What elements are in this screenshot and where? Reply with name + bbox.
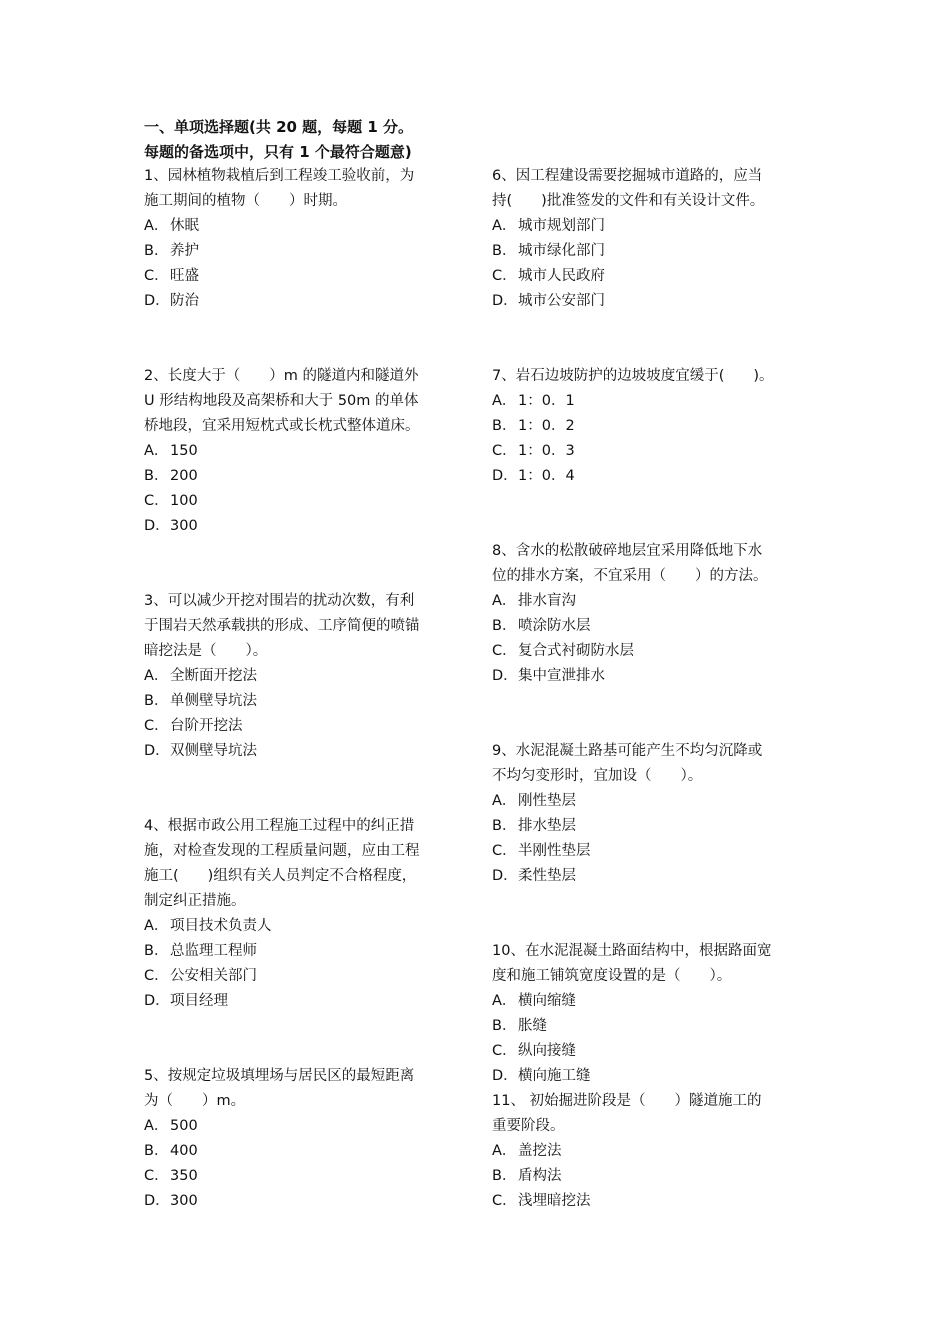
option-text: 横向施工缝 bbox=[518, 1068, 591, 1084]
answer-option bbox=[144, 464, 464, 489]
option-letter: C． bbox=[144, 493, 169, 509]
answer-option bbox=[144, 1189, 464, 1214]
option-letter: B． bbox=[492, 818, 517, 834]
question-text: 制定纠正措施。 bbox=[144, 893, 246, 909]
option-letter: C． bbox=[144, 268, 169, 284]
option-text: 150 bbox=[170, 443, 198, 459]
question-text: 于围岩天然承载拱的形成、工序简便的喷锚 bbox=[144, 618, 420, 634]
question-text: 5、按规定垃圾填埋场与居民区的最短距离 bbox=[144, 1068, 415, 1084]
option-letter: C． bbox=[492, 268, 517, 284]
option-letter: C． bbox=[492, 843, 517, 859]
option-letter: A． bbox=[492, 1143, 517, 1159]
option-text: 集中宣泄排水 bbox=[518, 668, 605, 684]
option-letter: C． bbox=[492, 643, 517, 659]
option-text: 排水盲沟 bbox=[518, 593, 576, 609]
heading-line-1: 一、单项选择题(共 20 题，每题 1 分。 bbox=[144, 118, 414, 136]
question-spacer bbox=[144, 764, 464, 814]
answer-option bbox=[144, 514, 464, 539]
option-text: 300 bbox=[170, 1193, 198, 1209]
answer-option bbox=[492, 814, 812, 839]
option-text: 盖挖法 bbox=[518, 1143, 562, 1159]
answer-option bbox=[492, 589, 812, 614]
question-spacer bbox=[492, 889, 812, 939]
option-text: 1：0．3 bbox=[518, 443, 575, 459]
option-letter: A． bbox=[144, 668, 169, 684]
question-text: 1、园林植物栽植后到工程竣工验收前，为 bbox=[144, 168, 415, 184]
question-block bbox=[144, 814, 464, 1014]
option-text: 200 bbox=[170, 468, 198, 484]
option-text: 单侧壁导坑法 bbox=[170, 693, 257, 709]
option-text: 公安相关部门 bbox=[170, 968, 257, 984]
option-text: 旺盛 bbox=[170, 268, 199, 284]
option-letter: B． bbox=[144, 243, 169, 259]
question-text: U 形结构地段及高架桥和大于 50m 的单体 bbox=[144, 393, 419, 409]
answer-option bbox=[492, 989, 812, 1014]
option-letter: D． bbox=[144, 743, 170, 759]
question-text: 施工( )组织有关人员判定不合格程度， bbox=[144, 868, 417, 884]
answer-option bbox=[492, 789, 812, 814]
option-text: 喷涂防水层 bbox=[518, 618, 591, 634]
option-letter: D． bbox=[492, 668, 518, 684]
option-text: 双侧壁导坑法 bbox=[170, 743, 257, 759]
answer-option bbox=[144, 989, 464, 1014]
answer-option bbox=[144, 914, 464, 939]
question-block bbox=[492, 1089, 812, 1214]
question-spacer bbox=[492, 489, 812, 539]
option-text: 项目技术负责人 bbox=[170, 918, 272, 934]
option-text: 项目经理 bbox=[170, 993, 228, 1009]
option-letter: A． bbox=[492, 793, 517, 809]
option-letter: B． bbox=[144, 943, 169, 959]
question-text: 3、可以减少开挖对围岩的扰动次数，有利 bbox=[144, 593, 415, 609]
answer-option bbox=[492, 614, 812, 639]
option-letter: D． bbox=[492, 868, 518, 884]
option-text: 城市公安部门 bbox=[518, 293, 605, 309]
option-text: 1：0．1 bbox=[518, 393, 575, 409]
answer-option bbox=[492, 1039, 812, 1064]
option-letter: B． bbox=[144, 468, 169, 484]
question-text: 暗挖法是（ ）。 bbox=[144, 643, 268, 659]
question-block bbox=[144, 1064, 464, 1214]
option-letter: D． bbox=[144, 518, 170, 534]
option-text: 100 bbox=[170, 493, 198, 509]
answer-option bbox=[144, 664, 464, 689]
answer-option bbox=[492, 214, 812, 239]
question-block bbox=[492, 939, 812, 1089]
question-block bbox=[492, 739, 812, 889]
answer-option bbox=[144, 939, 464, 964]
section-heading bbox=[144, 115, 484, 165]
option-text: 柔性垫层 bbox=[518, 868, 576, 884]
answer-option bbox=[492, 639, 812, 664]
option-text: 复合式衬砌防水层 bbox=[518, 643, 634, 659]
option-letter: C． bbox=[144, 718, 169, 734]
option-letter: B． bbox=[492, 1018, 517, 1034]
option-letter: B． bbox=[492, 243, 517, 259]
answer-option bbox=[492, 289, 812, 314]
option-text: 胀缝 bbox=[518, 1018, 547, 1034]
question-spacer bbox=[144, 314, 464, 364]
option-text: 500 bbox=[170, 1118, 198, 1134]
answer-option bbox=[144, 689, 464, 714]
option-letter: D． bbox=[492, 293, 518, 309]
question-text: 桥地段，宜采用短枕式或长枕式整体道床。 bbox=[144, 418, 420, 434]
answer-option bbox=[144, 264, 464, 289]
option-letter: B． bbox=[144, 693, 169, 709]
option-letter: D． bbox=[144, 293, 170, 309]
heading-line-2: 每题的备选项中，只有 1 个最符合题意) bbox=[144, 143, 412, 161]
answer-option bbox=[492, 1014, 812, 1039]
question-spacer bbox=[144, 539, 464, 589]
option-letter: A． bbox=[492, 993, 517, 1009]
answer-option bbox=[144, 1114, 464, 1139]
right-column bbox=[492, 164, 812, 1214]
option-text: 养护 bbox=[170, 243, 199, 259]
answer-option bbox=[492, 464, 812, 489]
answer-option bbox=[144, 964, 464, 989]
option-letter: D． bbox=[144, 1193, 170, 1209]
question-text: 10、在水泥混凝土路面结构中，根据路面宽 bbox=[492, 943, 772, 959]
option-letter: A． bbox=[144, 1118, 169, 1134]
option-letter: C． bbox=[492, 1043, 517, 1059]
answer-option bbox=[492, 264, 812, 289]
option-text: 排水垫层 bbox=[518, 818, 576, 834]
option-letter: C． bbox=[492, 1193, 517, 1209]
option-text: 城市绿化部门 bbox=[518, 243, 605, 259]
option-text: 全断面开挖法 bbox=[170, 668, 257, 684]
question-text: 施工期间的植物（ ）时期。 bbox=[144, 193, 347, 209]
option-text: 盾构法 bbox=[518, 1168, 562, 1184]
option-text: 总监理工程师 bbox=[170, 943, 257, 959]
option-text: 1：0．2 bbox=[518, 418, 575, 434]
option-text: 350 bbox=[170, 1168, 198, 1184]
question-block bbox=[144, 164, 464, 314]
question-text: 为（ ）m。 bbox=[144, 1093, 246, 1109]
option-letter: D． bbox=[492, 1068, 518, 1084]
option-text: 横向缩缝 bbox=[518, 993, 576, 1009]
answer-option bbox=[144, 1139, 464, 1164]
option-letter: B． bbox=[492, 618, 517, 634]
answer-option bbox=[492, 239, 812, 264]
option-text: 城市人民政府 bbox=[518, 268, 605, 284]
option-text: 防治 bbox=[170, 293, 199, 309]
question-block bbox=[492, 364, 812, 489]
option-letter: C． bbox=[492, 443, 517, 459]
answer-option bbox=[492, 839, 812, 864]
answer-option bbox=[492, 664, 812, 689]
question-block bbox=[492, 539, 812, 689]
question-text: 持( )批准签发的文件和有关设计文件。 bbox=[492, 193, 765, 209]
answer-option bbox=[492, 864, 812, 889]
question-text: 2、长度大于（ ）m 的隧道内和隧道外 bbox=[144, 368, 419, 384]
answer-option bbox=[144, 289, 464, 314]
answer-option bbox=[144, 239, 464, 264]
question-block bbox=[492, 164, 812, 314]
option-text: 纵向接缝 bbox=[518, 1043, 576, 1059]
question-text: 9、水泥混凝土路基可能产生不均匀沉降或 bbox=[492, 743, 763, 759]
option-letter: A． bbox=[144, 918, 169, 934]
question-block bbox=[144, 364, 464, 539]
question-spacer bbox=[492, 314, 812, 364]
answer-option bbox=[492, 414, 812, 439]
option-text: 刚性垫层 bbox=[518, 793, 576, 809]
question-text: 6、因工程建设需要挖掘城市道路的，应当 bbox=[492, 168, 763, 184]
answer-option bbox=[144, 214, 464, 239]
option-text: 台阶开挖法 bbox=[170, 718, 243, 734]
question-spacer bbox=[144, 1014, 464, 1064]
option-text: 300 bbox=[170, 518, 198, 534]
answer-option bbox=[492, 1064, 812, 1089]
answer-option bbox=[492, 439, 812, 464]
left-column bbox=[144, 164, 464, 1214]
question-text: 位的排水方案，不宜采用（ ）的方法。 bbox=[492, 568, 768, 584]
question-text: 11、 初始掘进阶段是（ ）隧道施工的 bbox=[492, 1093, 762, 1109]
option-text: 1：0．4 bbox=[518, 468, 575, 484]
option-letter: C． bbox=[144, 1168, 169, 1184]
answer-option bbox=[492, 389, 812, 414]
question-text: 施，对检查发现的工程质量问题，应由工程 bbox=[144, 843, 420, 859]
option-text: 城市规划部门 bbox=[518, 218, 605, 234]
question-text: 不均匀变形时，宜加设（ ）。 bbox=[492, 768, 703, 784]
answer-option bbox=[144, 714, 464, 739]
option-letter: A． bbox=[144, 218, 169, 234]
answer-option bbox=[144, 1164, 464, 1189]
option-letter: D． bbox=[492, 468, 518, 484]
option-letter: C． bbox=[144, 968, 169, 984]
answer-option bbox=[492, 1139, 812, 1164]
option-text: 浅埋暗挖法 bbox=[518, 1193, 591, 1209]
question-text: 7、岩石边坡防护的边坡坡度宜缓于( )。 bbox=[492, 368, 774, 384]
question-block bbox=[144, 589, 464, 764]
option-text: 休眠 bbox=[170, 218, 199, 234]
question-text: 8、含水的松散破碎地层宜采用降低地下水 bbox=[492, 543, 763, 559]
question-spacer bbox=[492, 689, 812, 739]
option-letter: A． bbox=[492, 593, 517, 609]
option-letter: D． bbox=[144, 993, 170, 1009]
option-letter: B． bbox=[492, 1168, 517, 1184]
option-letter: B． bbox=[492, 418, 517, 434]
option-letter: A． bbox=[492, 218, 517, 234]
option-letter: A． bbox=[492, 393, 517, 409]
answer-option bbox=[492, 1189, 812, 1214]
option-letter: B． bbox=[144, 1143, 169, 1159]
option-text: 400 bbox=[170, 1143, 198, 1159]
option-text: 半刚性垫层 bbox=[518, 843, 591, 859]
question-text: 重要阶段。 bbox=[492, 1118, 565, 1134]
answer-option bbox=[144, 489, 464, 514]
answer-option bbox=[492, 1164, 812, 1189]
question-text: 度和施工铺筑宽度设置的是（ ）。 bbox=[492, 968, 732, 984]
option-letter: A． bbox=[144, 443, 169, 459]
question-text: 4、根据市政公用工程施工过程中的纠正措 bbox=[144, 818, 415, 834]
answer-option bbox=[144, 439, 464, 464]
answer-option bbox=[144, 739, 464, 764]
